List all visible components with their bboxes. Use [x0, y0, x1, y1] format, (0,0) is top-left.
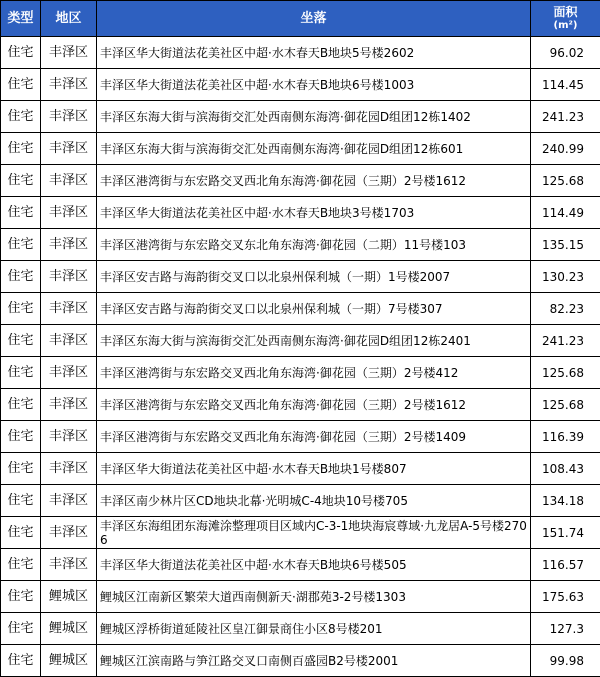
cell-address: 丰泽区安吉路与海韵街交叉口以北泉州保利城（一期）7号楼307 — [97, 293, 531, 325]
cell-address: 丰泽区华大街道法花美社区中超·水木春天B地块6号楼1003 — [97, 69, 531, 101]
cell-type: 住宅 — [1, 325, 41, 357]
cell-district: 丰泽区 — [41, 293, 97, 325]
cell-area: 130.23 — [531, 261, 600, 293]
table-row — [1, 389, 600, 421]
table-row — [1, 229, 600, 261]
cell-area: 175.63 — [531, 581, 600, 613]
table-row — [1, 453, 600, 485]
table-row — [1, 485, 600, 517]
cell-type: 住宅 — [1, 613, 41, 645]
cell-type: 住宅 — [1, 229, 41, 261]
cell-area: 116.39 — [531, 421, 600, 453]
cell-district: 丰泽区 — [41, 37, 97, 69]
cell-district: 丰泽区 — [41, 261, 97, 293]
table-row — [1, 197, 600, 229]
column-header-type: 类型 — [1, 1, 41, 37]
cell-type: 住宅 — [1, 517, 41, 549]
cell-district: 丰泽区 — [41, 101, 97, 133]
table-row — [1, 421, 600, 453]
table-row — [1, 357, 600, 389]
cell-type: 住宅 — [1, 293, 41, 325]
table-row — [1, 165, 600, 197]
cell-address: 鲤城区浮桥街道延陵社区皇冮御景商住小区8号楼201 — [97, 613, 531, 645]
cell-address: 丰泽区东海大街与滨海街交汇处西南侧东海湾·御花园D组团12栋1402 — [97, 101, 531, 133]
cell-district: 丰泽区 — [41, 549, 97, 581]
cell-area: 125.68 — [531, 389, 600, 421]
cell-district: 丰泽区 — [41, 133, 97, 165]
table-body — [1, 37, 600, 677]
cell-address: 丰泽区华大街道法花美社区中超·水木春天B地块5号楼2602 — [97, 37, 531, 69]
cell-area: 116.57 — [531, 549, 600, 581]
cell-type: 住宅 — [1, 645, 41, 677]
cell-area: 114.45 — [531, 69, 600, 101]
table-row — [1, 613, 600, 645]
cell-type: 住宅 — [1, 357, 41, 389]
cell-district: 鲤城区 — [41, 645, 97, 677]
cell-district: 鲤城区 — [41, 581, 97, 613]
cell-area: 241.23 — [531, 325, 600, 357]
cell-district: 丰泽区 — [41, 453, 97, 485]
table-row — [1, 293, 600, 325]
cell-district: 丰泽区 — [41, 229, 97, 261]
table-row — [1, 261, 600, 293]
cell-type: 住宅 — [1, 261, 41, 293]
cell-address: 丰泽区华大街道法花美社区中超·水木春天B地块6号楼505 — [97, 549, 531, 581]
cell-address: 鲤城区江南新区繁荣大道西南侧新天·湖郡苑3-2号楼1303 — [97, 581, 531, 613]
cell-area: 241.23 — [531, 101, 600, 133]
cell-type: 住宅 — [1, 549, 41, 581]
cell-type: 住宅 — [1, 581, 41, 613]
cell-address: 丰泽区港湾街与东宏路交叉西北角东海湾·御花园（三期）2号楼412 — [97, 357, 531, 389]
cell-area: 96.02 — [531, 37, 600, 69]
cell-type: 住宅 — [1, 453, 41, 485]
cell-type: 住宅 — [1, 197, 41, 229]
cell-area: 99.98 — [531, 645, 600, 677]
cell-district: 丰泽区 — [41, 485, 97, 517]
cell-district: 丰泽区 — [41, 357, 97, 389]
cell-type: 住宅 — [1, 133, 41, 165]
cell-address: 丰泽区东海大街与滨海街交汇处西南侧东海湾·御花园D组团12栋601 — [97, 133, 531, 165]
cell-address: 丰泽区华大街道法花美社区中超·水木春天B地块1号楼807 — [97, 453, 531, 485]
table-row — [1, 69, 600, 101]
cell-type: 住宅 — [1, 37, 41, 69]
cell-area: 151.74 — [531, 517, 600, 549]
cell-address: 丰泽区港湾街与东宏路交叉西北角东海湾·御花园（三期）2号楼1612 — [97, 389, 531, 421]
cell-address: 丰泽区港湾街与东宏路交叉西北角东海湾·御花园（三期）2号楼1409 — [97, 421, 531, 453]
table-row — [1, 325, 600, 357]
table-row — [1, 517, 600, 549]
cell-area: 127.3 — [531, 613, 600, 645]
cell-area: 82.23 — [531, 293, 600, 325]
table-header-row — [1, 1, 600, 37]
cell-address: 丰泽区华大街道法花美社区中超·水木春天B地块3号楼1703 — [97, 197, 531, 229]
cell-area: 134.18 — [531, 485, 600, 517]
cell-district: 丰泽区 — [41, 389, 97, 421]
cell-type: 住宅 — [1, 485, 41, 517]
table-row — [1, 101, 600, 133]
cell-address: 丰泽区安吉路与海韵街交叉口以北泉州保利城（一期）1号楼2007 — [97, 261, 531, 293]
cell-address: 丰泽区东海组团东海滩涂整理项目区域内C-3-1地块海宸尊域·九龙居A-5号楼2706 — [97, 517, 531, 549]
table-row — [1, 645, 600, 677]
column-header-area — [531, 1, 600, 37]
cell-type: 住宅 — [1, 165, 41, 197]
cell-type: 住宅 — [1, 101, 41, 133]
cell-district: 丰泽区 — [41, 517, 97, 549]
cell-type: 住宅 — [1, 421, 41, 453]
cell-district: 丰泽区 — [41, 325, 97, 357]
cell-area: 125.68 — [531, 165, 600, 197]
cell-area: 135.15 — [531, 229, 600, 261]
table-row — [1, 133, 600, 165]
column-header-area-unit: (m²) — [534, 19, 597, 32]
cell-type: 住宅 — [1, 69, 41, 101]
cell-type: 住宅 — [1, 389, 41, 421]
cell-district: 丰泽区 — [41, 197, 97, 229]
cell-area: 240.99 — [531, 133, 600, 165]
cell-address: 丰泽区东海大街与滨海街交汇处西南侧东海湾·御花园D组团12栋2401 — [97, 325, 531, 357]
cell-district: 丰泽区 — [41, 69, 97, 101]
cell-address: 丰泽区南少林片区CD地块北幕·光明城C-4地块10号楼705 — [97, 485, 531, 517]
cell-area: 114.49 — [531, 197, 600, 229]
column-header-address: 坐落 — [97, 1, 531, 37]
cell-district: 鲤城区 — [41, 613, 97, 645]
cell-area: 125.68 — [531, 357, 600, 389]
table-row — [1, 549, 600, 581]
table-row — [1, 581, 600, 613]
cell-address: 丰泽区港湾街与东宏路交叉西北角东海湾·御花园（三期）2号楼1612 — [97, 165, 531, 197]
column-header-area-label: 面积 — [553, 5, 577, 19]
cell-address: 鲤城区江滨南路与笋江路交叉口南侧百盛园B2号楼2001 — [97, 645, 531, 677]
table-row — [1, 37, 600, 69]
cell-address: 丰泽区港湾街与东宏路交叉东北角东海湾·御花园（二期）11号楼103 — [97, 229, 531, 261]
cell-district: 丰泽区 — [41, 165, 97, 197]
cell-area: 108.43 — [531, 453, 600, 485]
column-header-district: 地区 — [41, 1, 97, 37]
cell-district: 丰泽区 — [41, 421, 97, 453]
